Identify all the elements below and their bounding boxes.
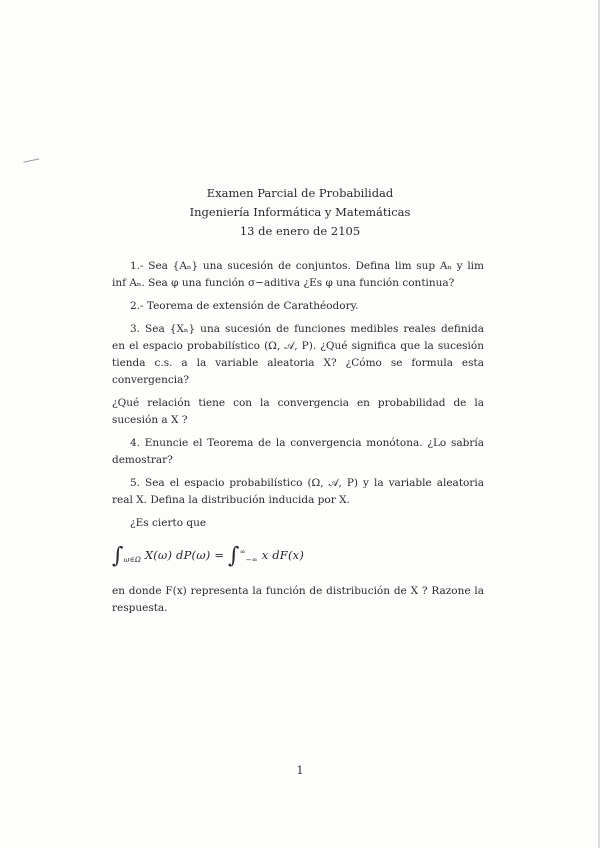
integral-sign-right: ∫ — [228, 543, 240, 569]
exam-questions — [112, 258, 484, 623]
scan-mark — [23, 158, 40, 168]
question-1: 1.- Sea {Aₙ} una sucesión de conjuntos. Defina lim sup Aₙ y lim inf Aₙ. Sea φ una función σ−aditiva ¿Es φ una función continua? — [112, 260, 484, 289]
question-4: 4. Enuncie el Teorema de la convergencia monótona. ¿Lo sabría demostrar? — [112, 437, 484, 466]
left-integrand: X(ω) dP(ω) = — [144, 547, 225, 562]
question-3: 3. Sea {Xₙ} una sucesión de funciones medibles reales definida en el espacio probabilístico (Ω, 𝒜, P). ¿Qué significa que la sucesión tienda c.s. a la variable aleatoria X? ¿Cómo se formula esta convergencia? — [112, 323, 484, 386]
question-3-followup: ¿Qué relación tiene con la convergencia en probabilidad de la sucesión a X ? — [112, 397, 484, 426]
question-5: 5. Sea el espacio probabilístico (Ω, 𝒜, P) y la variable aleatoria real X. Defina la distribución inducida por X. — [112, 477, 484, 506]
integral-lower-right: −∞ — [245, 556, 258, 565]
integral-lower-left: ω∈Ω — [123, 556, 141, 565]
question-2: 2.- Teorema de extensión de Carathéodory. — [130, 300, 359, 312]
exam-subtitle: Ingeniería Informática y Matemáticas — [189, 205, 411, 219]
integral-formula — [112, 544, 484, 569]
question-5-prompt: ¿Es cierto que — [130, 517, 207, 529]
right-integrand: x dF(x) — [261, 547, 305, 562]
closing-text: en donde F(x) representa la función de distribución de X ? Razone la respuesta. — [112, 585, 484, 615]
integral-upper-right: ∞ — [239, 548, 246, 556]
exam-header — [0, 184, 600, 241]
exam-title: Examen Parcial de Probabilidad — [206, 186, 394, 200]
integral-sign-left: ∫ — [112, 543, 124, 569]
exam-date: 13 de enero de 2105 — [239, 224, 361, 238]
page-number: 1 — [296, 764, 304, 777]
